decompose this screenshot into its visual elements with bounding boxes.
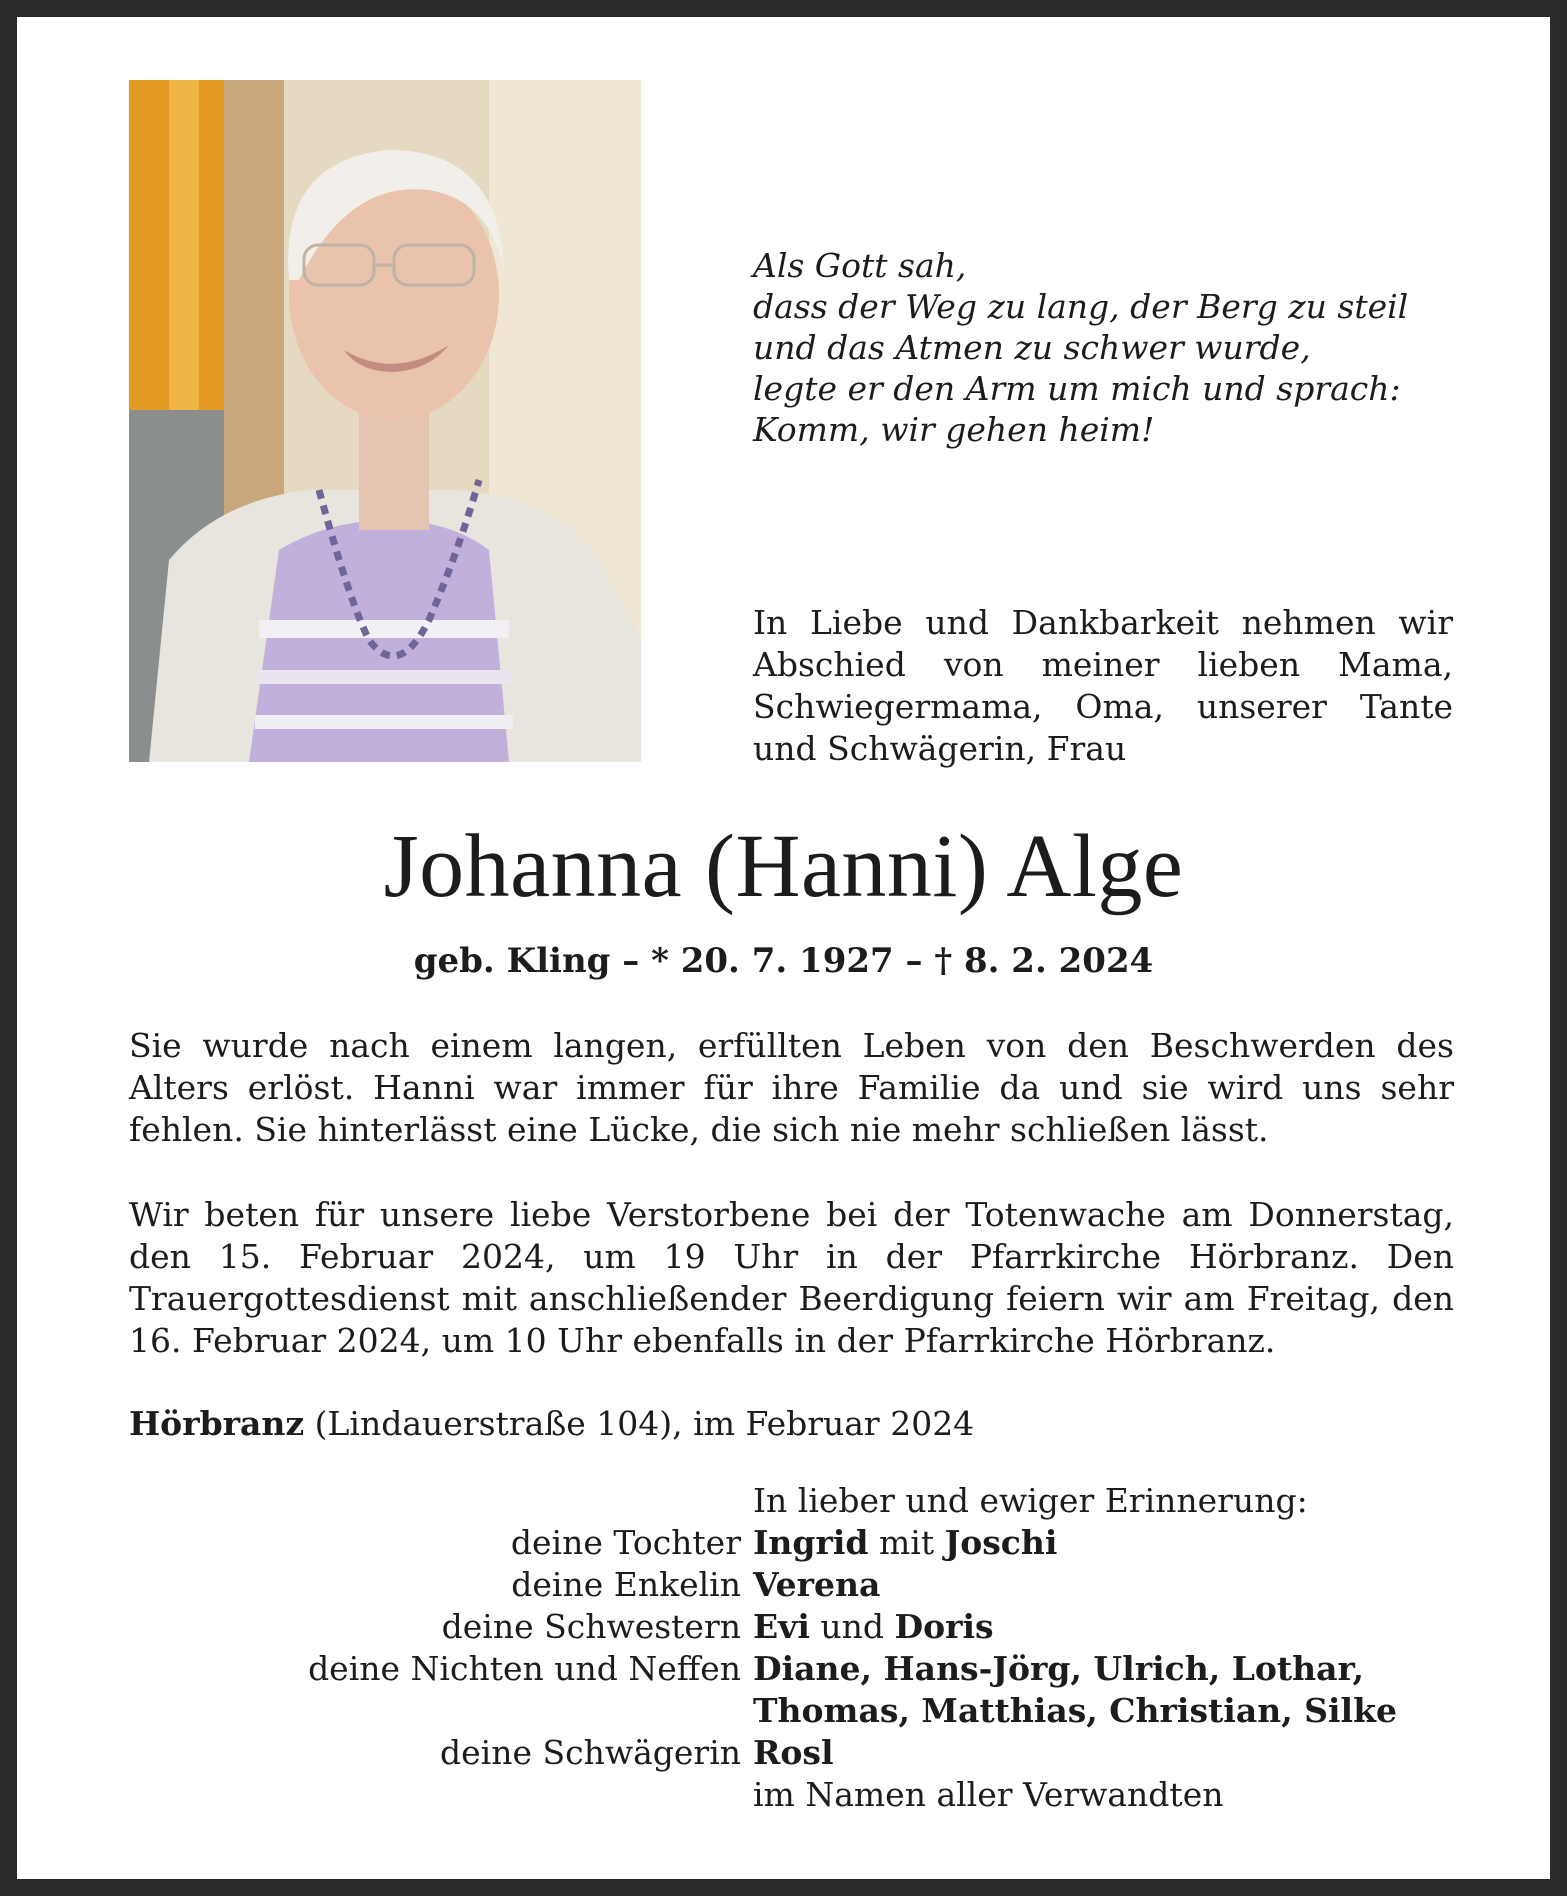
mourner-name: Verena xyxy=(753,1565,881,1604)
birth-death-dates: geb. Kling – * 20. 7. 1927 – † 8. 2. 2024 xyxy=(413,941,1154,981)
mourner-name: Diane, Hans-Jörg, Ulrich, Lothar, xyxy=(753,1649,1364,1688)
mourner-name: Rosl xyxy=(753,1733,834,1772)
mourner-row xyxy=(129,1690,1459,1732)
mourner-names xyxy=(753,1606,994,1648)
mourner-name: Joschi xyxy=(944,1523,1058,1562)
mourner-relation: deine Schwägerin xyxy=(440,1733,741,1772)
poem-line: dass der Weg zu lang, der Berg zu steil xyxy=(753,287,1409,326)
mourner-names xyxy=(753,1564,880,1606)
service-paragraph: Wir beten für unsere liebe Verstorbene bei der Totenwache am Donnerstag, den 15. Februar 2024, um 19 Uhr in der Pfarrkirche Hörbranz. Den Trauergottesdienst mit anschließender Beerdigung feiern wir am Freitag, den 16. Februar 2024, um 10 Uhr ebenfalls in der Pfarrkirche Hörbranz. xyxy=(129,1195,1454,1360)
mourner-name: Evi xyxy=(753,1607,810,1646)
mourner-relation: deine Schwestern xyxy=(441,1607,741,1646)
mourner-separator: mit xyxy=(868,1523,945,1562)
mourner-row xyxy=(129,1606,1459,1648)
poem-line: legte er den Arm um mich und sprach: xyxy=(753,369,1401,408)
portrait-illustration xyxy=(129,80,641,762)
mourner-names xyxy=(753,1522,1057,1564)
mourner-row xyxy=(129,1522,1459,1564)
mourner-names xyxy=(753,1732,834,1774)
mourner-name: Thomas, Matthias, Christian, Silke xyxy=(753,1691,1397,1730)
portrait-photo xyxy=(129,80,641,762)
mourner-relation: deine Nichten und Neffen xyxy=(308,1649,741,1688)
place-town: Hörbranz xyxy=(129,1404,305,1443)
place-date-line xyxy=(129,1403,974,1445)
mourner-relation: deine Enkelin xyxy=(511,1565,741,1604)
poem-line: Komm, wir gehen heim! xyxy=(753,410,1155,449)
mourner-names xyxy=(753,1648,1364,1690)
life-paragraph: Sie wurde nach einem langen, erfüllten Leben von den Beschwerden des Alters erlöst. Hanni war immer für ihre Familie da und sie wird uns sehr fehlen. Sie hinterlässt eine Lücke, die sich nie mehr schließen lässt. xyxy=(129,1026,1454,1149)
mourner-row xyxy=(129,1648,1459,1690)
mourner-relation: deine Tochter xyxy=(510,1523,741,1562)
farewell-text: In Liebe und Dankbarkeit nehmen wir Abschied von meiner lieben Mama, Schwiegermama, Oma, unserer Tante und Schwägerin, Frau xyxy=(753,603,1453,768)
mourner-names xyxy=(753,1690,1397,1732)
mourners-intro: In lieber und ewiger Erinnerung: xyxy=(753,1481,1308,1520)
mourners-list xyxy=(129,1480,1459,1816)
poem-line: und das Atmen zu schwer wurde, xyxy=(753,328,1311,367)
mourner-separator: und xyxy=(809,1607,895,1646)
deceased-name: Johanna (Hanni) Alge xyxy=(383,817,1184,916)
mourner-relation xyxy=(129,1690,753,1732)
obituary-page xyxy=(17,17,1550,1879)
mourner-name: Doris xyxy=(894,1607,994,1646)
mourner-row xyxy=(129,1564,1459,1606)
mourners-closing: im Namen aller Verwandten xyxy=(753,1775,1224,1814)
poem xyxy=(753,245,1453,450)
mourner-name: Ingrid xyxy=(753,1523,869,1562)
poem-line: Als Gott sah, xyxy=(753,246,967,285)
place-details: (Lindauerstraße 104), im Februar 2024 xyxy=(304,1404,975,1443)
mourner-row xyxy=(129,1732,1459,1774)
